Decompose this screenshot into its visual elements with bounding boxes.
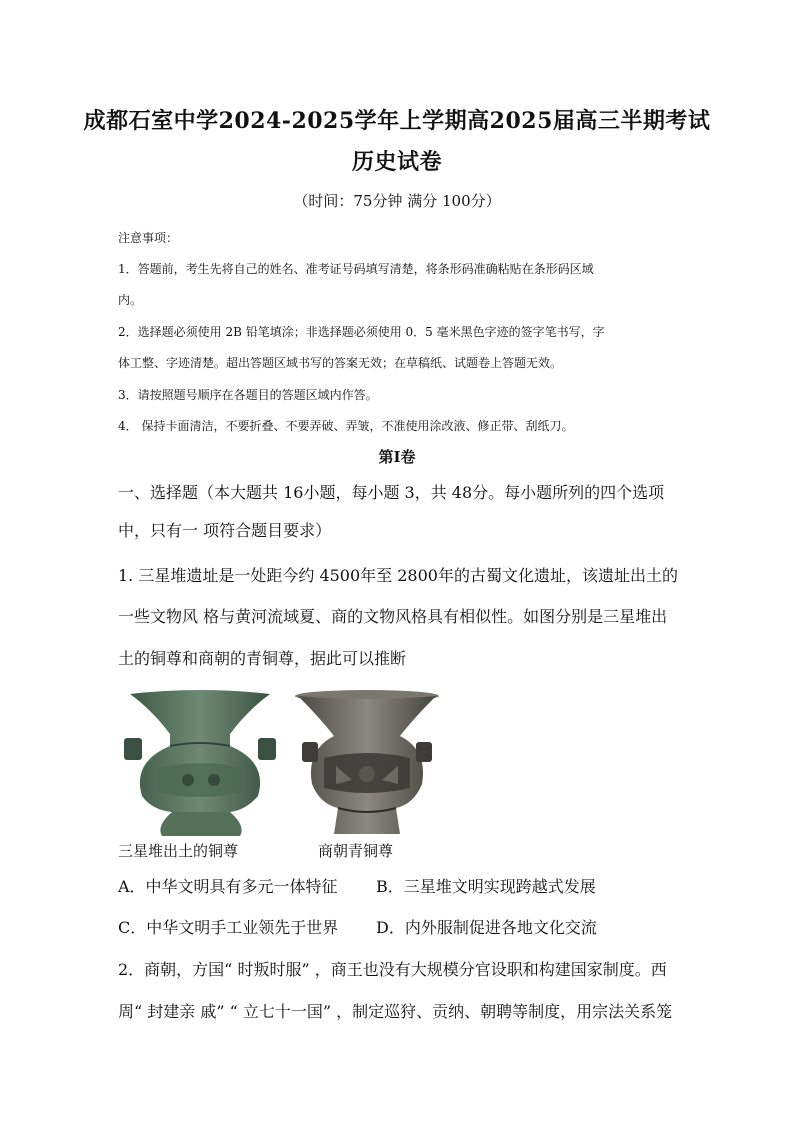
exam-title: 成都石室中学2024-2025学年上学期高2025届高三半期考试 — [83, 108, 711, 134]
caption-shang-zun: 商朝青铜尊 — [318, 842, 394, 860]
notice-item-3: 3．请按照题号顺序在各题目的答题区域内作答。 — [118, 388, 378, 402]
option-d: D．内外服制促进各地文化交流 — [376, 918, 597, 937]
question-1-stem-end: 土的铜尊和商朝的青铜尊，据此可以推断 — [118, 649, 407, 668]
sanxingdui-bronze-zun-image — [118, 688, 283, 838]
option-a: A．中华文明具有多元一体特征 — [118, 877, 338, 896]
notice-heading: 注意事项： — [118, 231, 179, 245]
question-1-stem: 1. 三星堆遗址是一处距今约 4500年至 2800年的古蜀文化遗址，该遗址出土的 — [118, 566, 678, 585]
notice-item-2-cont: 体工整、字迹清楚。超出答题区域书写的答案无效；在草稿纸、试题卷上答题无效。 — [118, 356, 563, 370]
caption-sanxingdui-zun: 三星堆出土的铜尊 — [118, 842, 239, 860]
shang-bronze-zun-image — [290, 688, 445, 838]
question-2-stem: 2．商朝，方国“ 时叛时服” ，商王也没有大规模分官设职和构建国家制度。西 — [118, 960, 667, 979]
question-1-stem-cont: 一些文物风 格与黄河流域夏、商的文物风格具有相似性。如图分别是三星堆出 — [118, 607, 668, 626]
section-intro-cont: 中，只有一 项符合题目要求） — [118, 521, 332, 540]
exam-time-score: （时间：75分钟 满分 100分） — [293, 192, 501, 210]
option-b: B．三星堆文明实现跨越式发展 — [376, 877, 596, 896]
notice-item-1: 1．答题前，考生先将自己的姓名、准考证号码填写清楚，将条形码准确粘贴在条形码区域 — [118, 262, 594, 276]
notice-item-1-cont: 内。 — [118, 293, 143, 307]
option-c: C．中华文明手工业领先于世界 — [118, 918, 339, 937]
section-intro: 一、选择题（本大题共 16小题，每小题 3，共 48分。每小题所列的四个选项 — [118, 483, 665, 502]
exam-subject: 历史试卷 — [351, 149, 442, 175]
notice-item-4: 4． 保持卡面清洁，不要折叠、不要弄破、弄皱，不准使用涂改液、修正带、刮纸刀。 — [118, 419, 574, 433]
section-title: 第I卷 — [378, 448, 416, 466]
notice-item-2: 2．选择题必须使用 2B 铅笔填涂；非选择题必须使用 0．5 毫米黑色字迹的签字笔书写，字 — [118, 325, 605, 339]
question-2-stem-cont: 周“ 封建亲 戚” “ 立七十一国” ，制定巡狩、贡纳、朝聘等制度，用宗法关系笼 — [118, 1002, 673, 1021]
